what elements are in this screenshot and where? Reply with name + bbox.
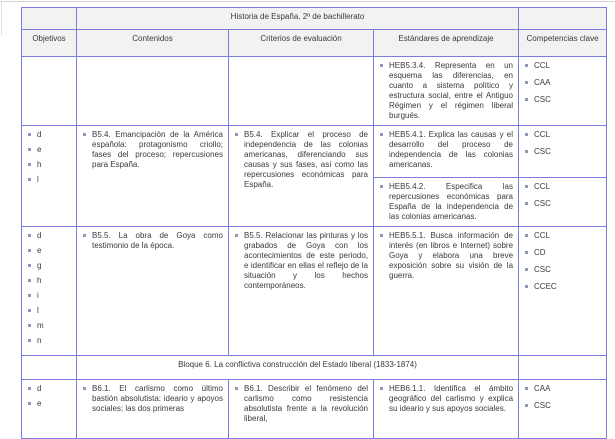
competencias-cell (519, 126, 607, 178)
objetivo-item: g (27, 261, 71, 271)
objetivo-item: l (27, 175, 71, 185)
empty-cell (519, 356, 607, 380)
competencia-item: CAA (524, 78, 601, 88)
column-header-contenidos: Contenidos (77, 30, 229, 57)
criterios-cell (229, 57, 374, 126)
competencia-item: CCL (524, 231, 601, 241)
criterio-item: B5.5. Relacionar las pinturas y los grabados de Goya con los acontecimientos de este periodo, e identificar en ellas el reflejo de la situación y los hechos contemporáneos. (234, 231, 368, 291)
competencia-item: CSC (524, 199, 601, 209)
objetivo-item: h (27, 160, 71, 170)
competencia-item: CD (524, 248, 601, 258)
estandares-cell (374, 57, 519, 126)
contenidos-cell (77, 227, 229, 356)
objetivo-item: e (27, 246, 71, 256)
competencia-item: CSC (524, 265, 601, 275)
bloque-banner-row (22, 356, 607, 380)
table-row (22, 57, 607, 126)
objetivos-list (27, 384, 71, 409)
competencia-item: CAA (524, 384, 601, 394)
objetivos-cell (22, 380, 77, 439)
column-header-row (22, 30, 607, 57)
competencias-cell (519, 227, 607, 356)
criterios-cell (229, 126, 374, 227)
competencias-cell (519, 380, 607, 439)
estandar-item: HEB5.5.1. Busca información de interés (en libros e Internet) sobre Goya y elabora una breve exposición sobre su visión de la guerra. (379, 231, 513, 281)
bloque-banner: Bloque 6. La conflictiva construcción del Estado liberal (1833-1874) (77, 356, 519, 380)
estandares-cell (374, 227, 519, 356)
estandares-cell (374, 178, 519, 227)
empty-header-cell (519, 8, 607, 30)
competencia-item: CSC (524, 95, 601, 105)
empty-cell (22, 356, 77, 380)
competencia-item: CCL (524, 61, 601, 71)
column-header-criterios: Criterios de evaluación (229, 30, 374, 57)
objetivo-item: n (27, 336, 71, 346)
criterios-cell (229, 227, 374, 356)
estandares-cell (374, 380, 519, 439)
table-title-row (22, 8, 607, 30)
competencia-item: CSC (524, 401, 601, 411)
objetivo-item: h (27, 276, 71, 286)
objetivos-list (27, 231, 71, 346)
table-title: Historia de España. 2º de bachillerato (77, 8, 519, 30)
objetivo-item: d (27, 231, 71, 241)
contenido-item: B5.4. Emancipación de la América española: protagonismo criollo; fases del proceso; repercusiones para España. (82, 130, 223, 170)
contenido-item: B5.5. La obra de Goya como testimonio de la época. (82, 231, 223, 251)
criterio-item: B5.4. Explicar el proceso de independencia de las colonias americanas, diferenciando sus causas y sus fases, así como las repercusiones económicas para España. (234, 130, 368, 190)
curriculum-table (21, 7, 607, 439)
objetivo-item: d (27, 130, 71, 140)
page-top-edge (0, 1, 615, 2)
competencia-item: CCL (524, 182, 601, 192)
objetivo-item: m (27, 321, 71, 331)
table-row (22, 227, 607, 356)
competencia-item: CSC (524, 147, 601, 157)
estandar-item: HEB6.1.1. Identifica el ámbito geográfico del carlismo y explica su ideario y sus apoyos sociales. (379, 384, 513, 414)
competencia-item: CCL (524, 130, 601, 140)
contenidos-cell (77, 57, 229, 126)
competencias-cell (519, 178, 607, 227)
competencias-list (524, 231, 601, 292)
objetivo-item: d (27, 384, 71, 394)
objetivo-item: e (27, 145, 71, 155)
column-header-competencias: Competencias clave (519, 30, 607, 57)
estandar-item: HEB5.4.2. Especifica las repercusiones económicas para España de la independencia de las colonias americanas. (379, 182, 513, 222)
table-row (22, 126, 607, 178)
criterios-cell (229, 380, 374, 439)
contenidos-cell (77, 380, 229, 439)
contenido-item: B6.1. El carlismo como último bastión absolutista: ideario y apoyos sociales; las dos primeras (82, 384, 223, 414)
estandares-cell (374, 126, 519, 178)
estandar-item: HEB5.4.1. Explica las causas y el desarrollo del proceso de independencia de las colonias americanas. (379, 130, 513, 170)
objetivo-item: i (27, 291, 71, 301)
competencia-item: CCEC (524, 282, 601, 292)
empty-header-cell (22, 8, 77, 30)
contenidos-cell (77, 126, 229, 227)
competencias-cell (519, 57, 607, 126)
table-row (22, 380, 607, 439)
estandar-item: HEB5.3.4. Representa en un esquema las diferencias, en cuanto a sistema político y estructura social, entre el Antiguo Régimen y el régimen liberal burgués. (379, 61, 513, 121)
objetivos-cell (22, 227, 77, 356)
objetivos-cell (22, 57, 77, 126)
objetivo-item: l (27, 306, 71, 316)
page-left-edge (1, 1, 2, 35)
column-header-estandares: Estándares de aprendizaje (374, 30, 519, 57)
criterio-item: B6.1. Describir el fenómeno del carlismo como resistencia absolutista frente a la revolución liberal, (234, 384, 368, 424)
objetivo-item: e (27, 399, 71, 409)
competencias-list (524, 61, 601, 105)
competencias-list (524, 182, 601, 209)
column-header-objetivos: Objetivos (22, 30, 77, 57)
objetivos-list (27, 130, 71, 185)
objetivos-cell (22, 126, 77, 227)
competencias-list (524, 130, 601, 157)
competencias-list (524, 384, 601, 411)
